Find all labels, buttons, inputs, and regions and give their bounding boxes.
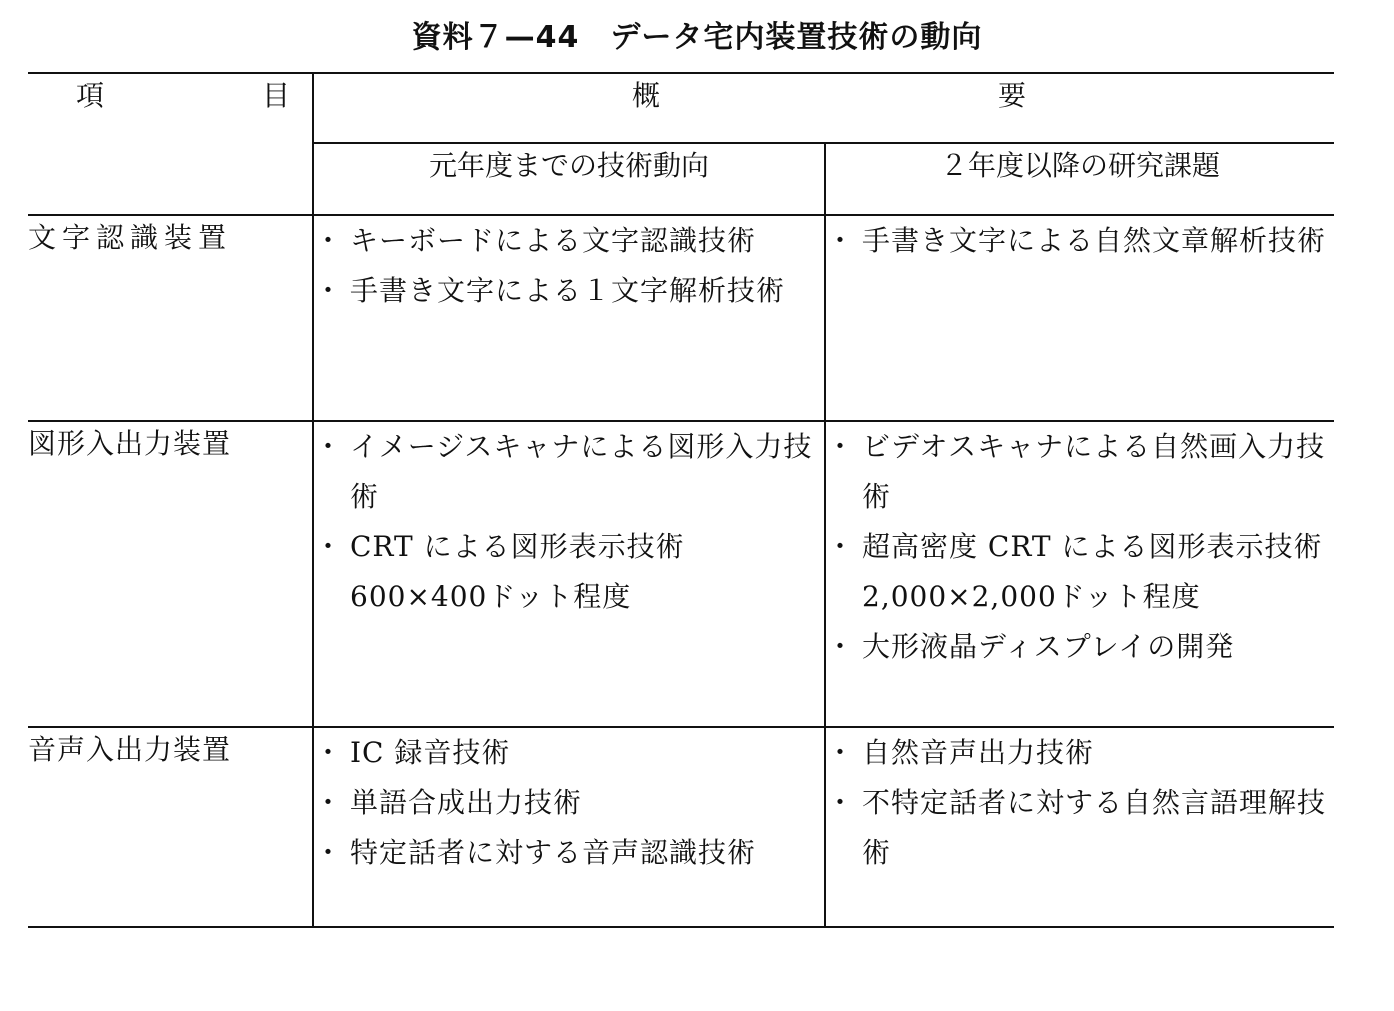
row-item-label: 音声入出力装置 [28, 727, 313, 927]
item-column-header [28, 73, 313, 215]
from-h2-cell [825, 727, 1334, 927]
document-title: 資料７—44 データ宅内装置技術の動向 [411, 20, 983, 55]
bullet-item: ・ 手書き文字による１文字解析技術 [314, 266, 824, 316]
from-h2-cell [825, 421, 1334, 727]
until-h1-cell [313, 215, 825, 421]
overview-header [313, 73, 1334, 143]
until-h1-header: 元年度までの技術動向 [313, 143, 825, 215]
resolution-note: 2,000×2,000ドット程度 [862, 580, 1201, 613]
bullet-item: ・ IC 録音技術 [314, 728, 824, 778]
header-row-top [28, 73, 1334, 143]
bullet-item: ・ 手書き文字による自然文章解析技術 [826, 216, 1334, 266]
bullet-item: ・ 大形液晶ディスプレイの開発 [826, 622, 1334, 672]
until-h1-cell [313, 421, 825, 727]
from-h2-header: ２年度以降の研究課題 [825, 143, 1334, 215]
row-item-label: 図形入出力装置 [28, 421, 313, 727]
bullet-item: ・ ビデオスキャナによる自然画入力技術 [826, 422, 1334, 522]
technology-trends-table [28, 72, 1334, 928]
bullet-item: ・ 自然音声出力技術 [826, 728, 1334, 778]
overview-header-char-2: 要 [997, 79, 1026, 112]
item-header-char-2: 目 [261, 79, 290, 112]
bullet-item: ・ キーボードによる文字認識技術 [314, 216, 824, 266]
item-header-char-1: 項 [76, 79, 105, 112]
table-row [28, 421, 1334, 727]
bullet-item: ・ 単語合成出力技術 [314, 778, 824, 828]
table-row [28, 215, 1334, 421]
overview-header-char-1: 概 [632, 79, 661, 112]
resolution-note: 600×400ドット程度 [350, 580, 632, 613]
from-h2-cell [825, 215, 1334, 421]
bullet-item: ・ 超高密度 CRT による図形表示技術 [826, 522, 1334, 572]
bullet-item: ・ 特定話者に対する音声認識技術 [314, 828, 824, 878]
bullet-item: ・ イメージスキャナによる図形入力技術 [314, 422, 824, 522]
row-item-label: 文字認識装置 [28, 215, 313, 421]
bullet-item: ・ CRT による図形表示技術 [314, 522, 824, 572]
until-h1-cell [313, 727, 825, 927]
bullet-item: ・ 不特定話者に対する自然言語理解技術 [826, 778, 1334, 878]
table-row [28, 727, 1334, 927]
